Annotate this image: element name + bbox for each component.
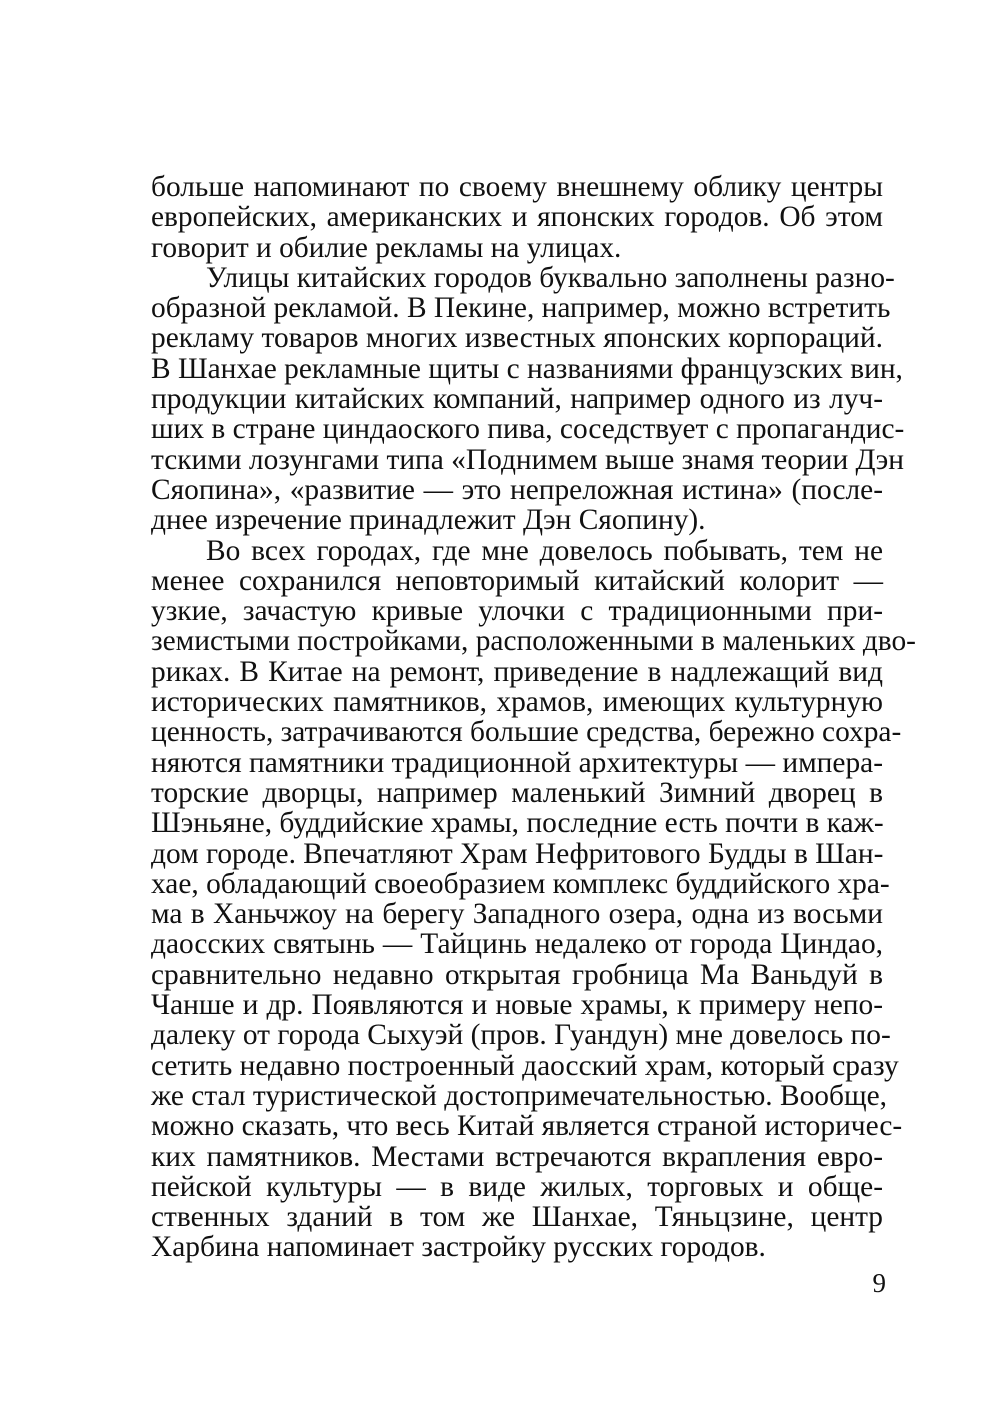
- text-line: европейских, американских и японских городов. Об этом: [151, 201, 883, 234]
- text-line: Харбина напоминает застройку русских городов.: [151, 1231, 766, 1264]
- text-line: далеку от города Сыхуэй (пров. Гуандун) мне довелось по-: [151, 1019, 891, 1052]
- text-line: риках. В Китае на ремонт, приведение в надлежащий вид: [151, 655, 883, 688]
- text-line: тскими лозунгами типа «Поднимем выше знамя теории Дэн: [151, 443, 904, 476]
- text-line: торские дворцы, например маленький Зимний дворец в: [151, 776, 883, 809]
- text-line: сетить недавно построенный даосский храм, который сразу: [151, 1049, 899, 1082]
- paragraph: [151, 172, 883, 263]
- text-line: образной рекламой. В Пекине, например, можно встретить: [151, 292, 891, 325]
- text-line: говорит и обилие рекламы на улицах.: [151, 231, 622, 264]
- text-line: няются памятники традиционной архитектуры — импера-: [151, 746, 883, 779]
- text-line: ших в стране циндаоского пива, соседствует с пропагандис-: [151, 413, 905, 446]
- page-number: 9: [872, 1268, 886, 1298]
- text-line: продукции китайских компаний, например одного из луч-: [151, 383, 883, 416]
- text-line: Шэньяне, буддийские храмы, последние есть почти в каж-: [151, 807, 884, 840]
- text-line: В Шанхае рекламные щиты с названиями французских вин,: [151, 352, 903, 385]
- text-line: Чанше и др. Появляются и новые храмы, к примеру непо-: [151, 989, 883, 1022]
- text-line: пейской культуры — в виде жилых, торговых и обще-: [151, 1170, 883, 1203]
- text-line: узкие, зачастую кривые улочки с традиционными при-: [151, 595, 883, 628]
- text-line: ценность, затрачиваются большие средства, бережно сохра-: [151, 716, 902, 749]
- text-line: Во всех городах, где мне довелось побывать, тем не: [206, 534, 883, 567]
- paragraph: [151, 534, 916, 1264]
- text-line: земистыми постройками, расположенными в маленьких дво-: [151, 625, 916, 658]
- text-line: Улицы китайских городов буквально заполнены разно-: [206, 261, 895, 294]
- body-text: [151, 171, 916, 1264]
- paragraph: [151, 261, 905, 537]
- text-line: днее изречение принадлежит Дэн Сяопину).: [151, 504, 706, 537]
- text-line: больше напоминают по своему внешнему облику центры: [151, 171, 883, 203]
- text-line: менее сохранился неповторимый китайский колорит —: [151, 564, 883, 597]
- text-line: можно сказать, что весь Китай является страной историчес-: [151, 1110, 903, 1143]
- text-line: же стал туристической достопримечательностью. Вообще,: [151, 1079, 887, 1112]
- text-line: ма в Ханьчжоу на берегу Западного озера, одна из восьми: [151, 898, 883, 931]
- text-line: даосских святынь — Тайцинь недалеко от города Циндао,: [151, 928, 883, 961]
- text-line: сравнительно недавно открытая гробница Ма Ваньдуй в: [151, 958, 883, 991]
- text-line: хае, обладающий своеобразием комплекс буддийского хра-: [151, 867, 890, 900]
- text-line: дом городе. Впечатляют Храм Нефритового Будды в Шан-: [151, 837, 884, 870]
- text-line: ственных зданий в том же Шанхае, Тяньцзине, центр: [151, 1201, 883, 1234]
- text-line: Сяопина», «развитие — это непреложная истина» (после-: [151, 473, 883, 506]
- text-line: рекламу товаров многих известных японских корпораций.: [151, 322, 883, 355]
- text-line: исторических памятников, храмов, имеющих культурную: [151, 686, 883, 719]
- text-line: ких памятников. Местами встречаются вкрапления евро-: [151, 1140, 883, 1173]
